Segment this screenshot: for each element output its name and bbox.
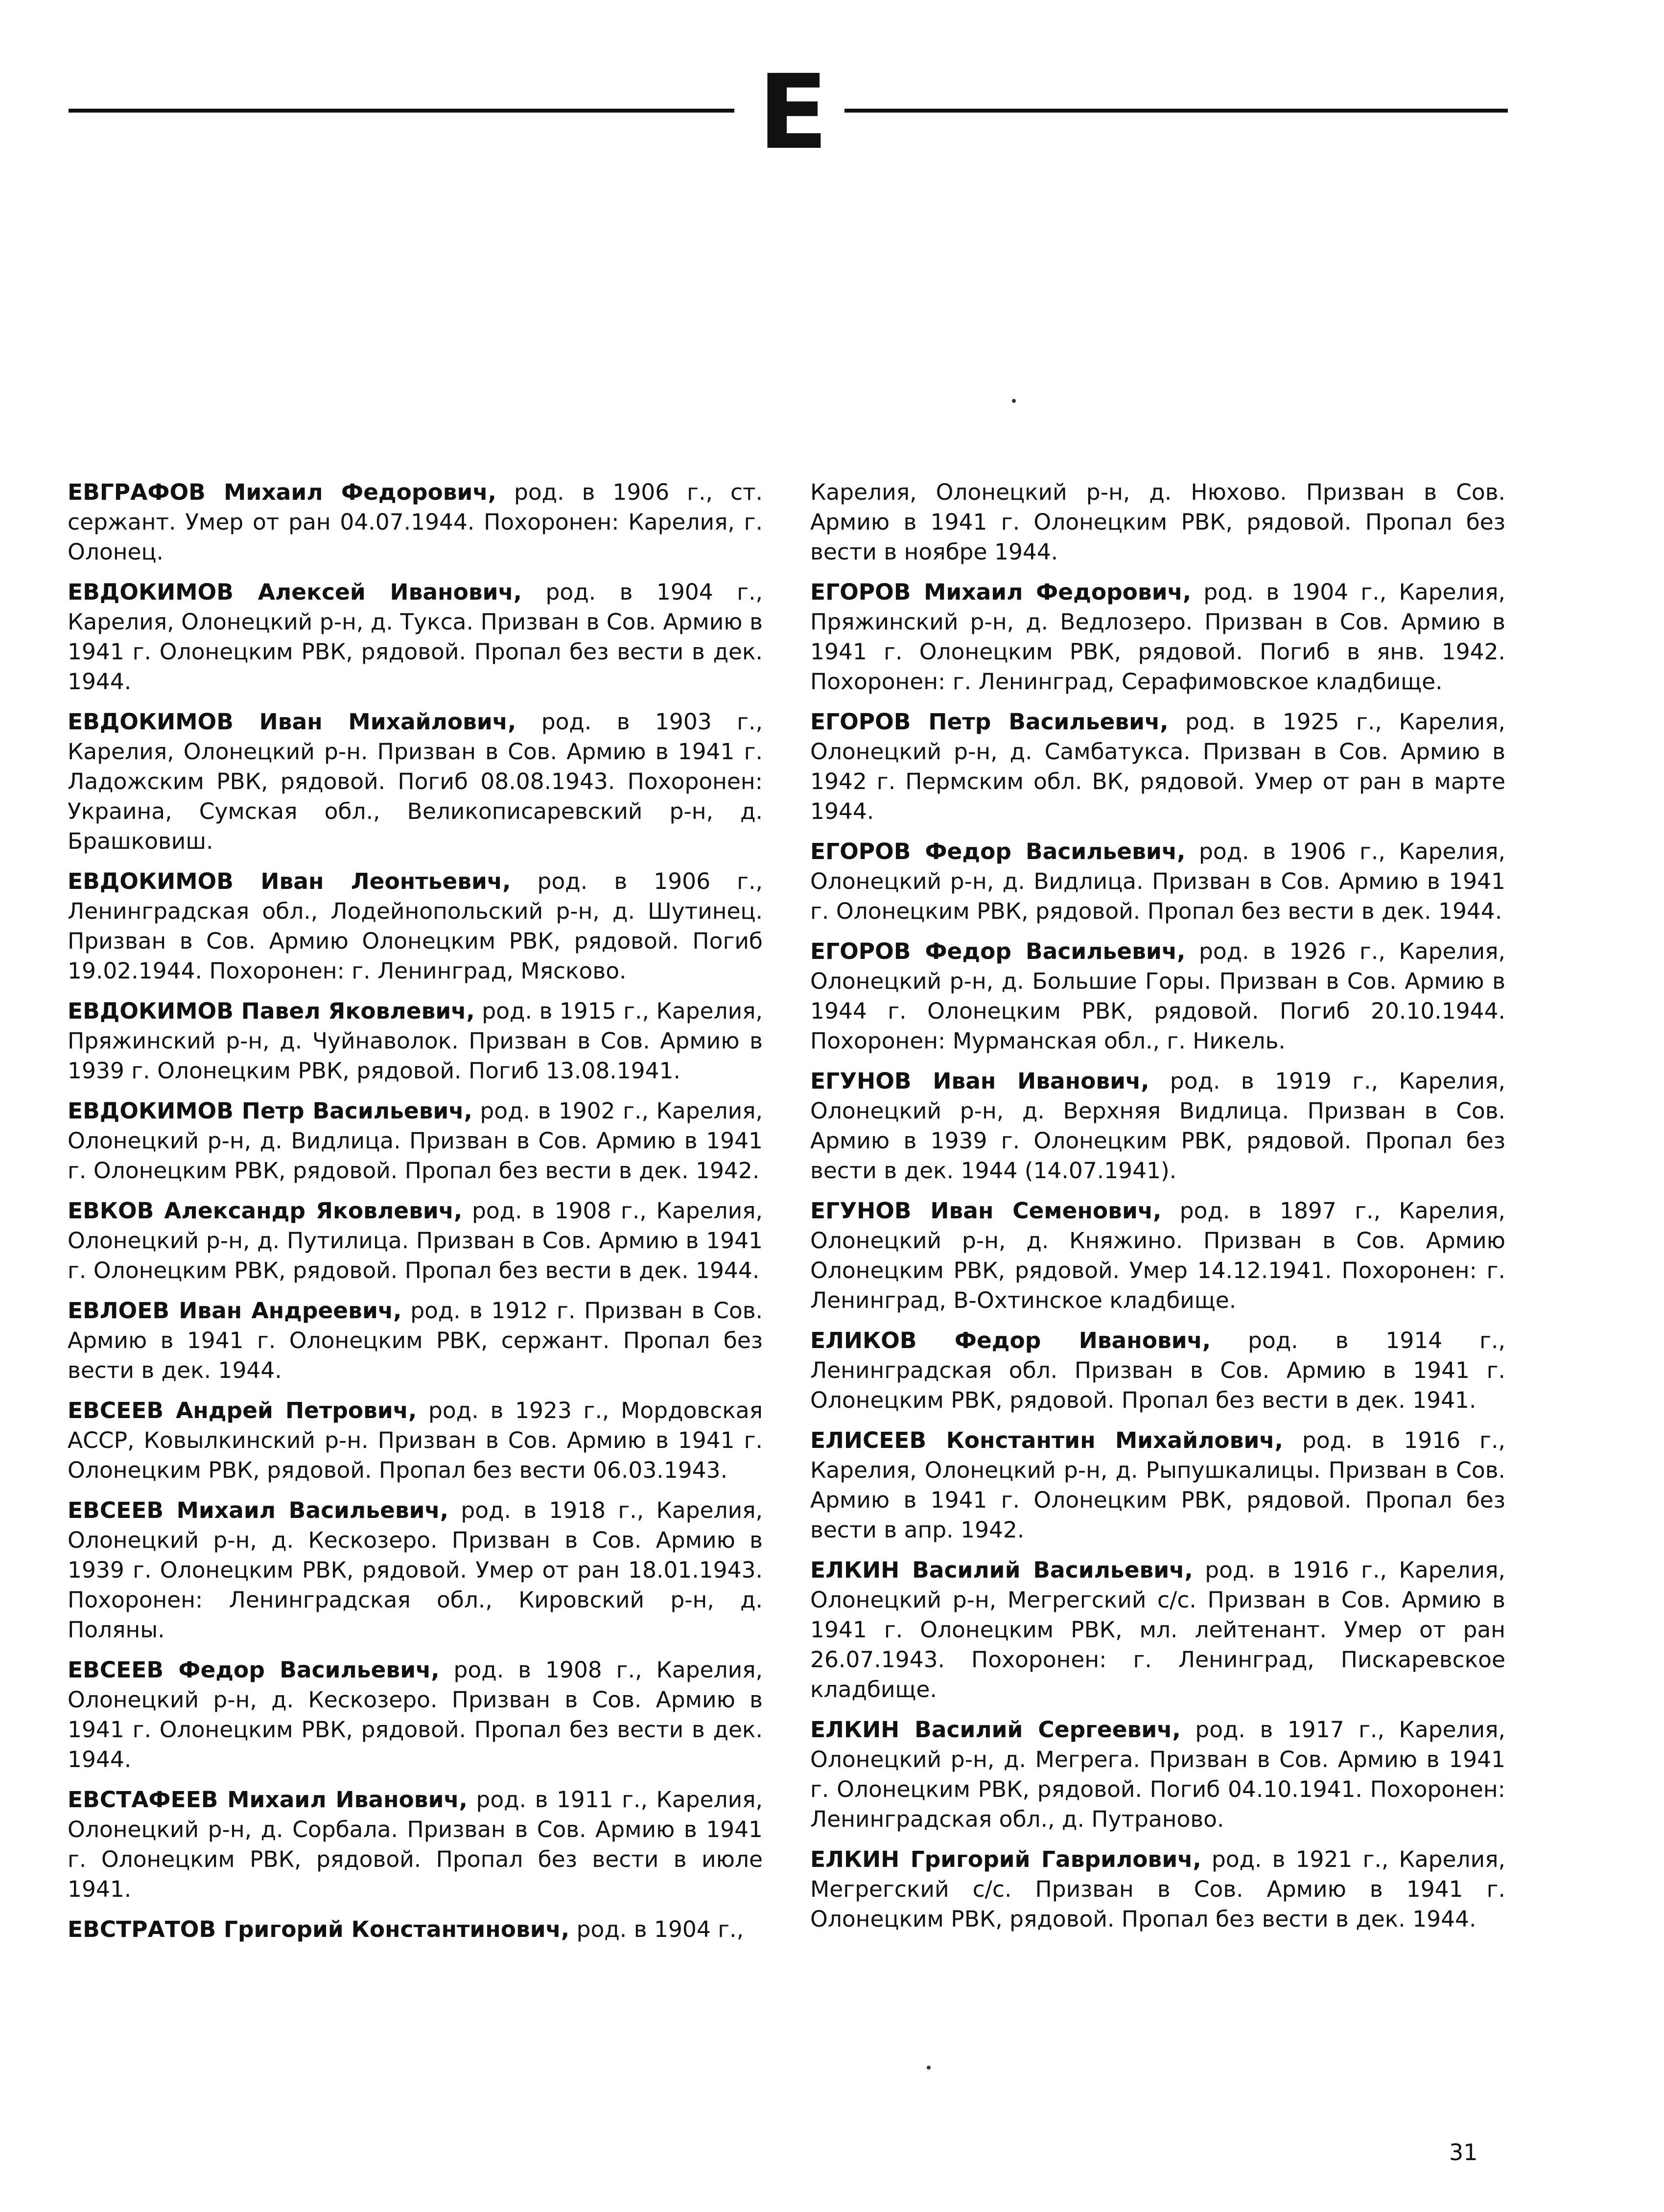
entry-name: ЕЛИСЕЕВ Константин Михайлович, bbox=[810, 1427, 1283, 1453]
entry-name: ЕВДОКИМОВ Иван Михайлович, bbox=[68, 709, 516, 735]
entry-name: ЕВДОКИМОВ Алексей Иванович, bbox=[68, 579, 522, 605]
list-item bbox=[810, 837, 1505, 926]
entry-text: род. в 1897 г., Карелия, Олонецкий р-н, д. Княжино. Призван в Сов. Армию Олонецким РВК, рядовой. Умер 14.12.1941. Похоронен: г. Ленинград, В-Охтинское кладбище. bbox=[810, 1198, 1505, 1313]
entry-text: род. в 1919 г., Карелия, Олонецкий р-н, д. Верхняя Видлица. Призван в Сов. Армию в 1939 г. Олонецким РВК, рядовой. Пропал без вести в дек. 1944 (14.07.1941). bbox=[810, 1068, 1505, 1184]
header-rule-left bbox=[69, 109, 734, 113]
entry-text: род. в 1904 г., bbox=[569, 1916, 744, 1942]
list-item bbox=[810, 1326, 1505, 1415]
list-item bbox=[68, 1396, 763, 1485]
list-item bbox=[810, 477, 1505, 567]
entry-text: род. в 1916 г., Карелия, Олонецкий р-н, Мегрегский с/с. Призван в Сов. Армию в 1941 г. Олонецким РВК, мл. лейтенант. Умер от ран 26.07.1943. Похоронен: г. Ленинград, Пискаревское кладбище. bbox=[810, 1557, 1505, 1702]
entry-name: ЕЛКИН Василий Васильевич, bbox=[810, 1557, 1193, 1583]
entry-text: род. в 1915 г., Карелия, Пряжинский р-н, д. Чуйнаволок. Призван в Сов. Армию в 1939 г. Олонецким РВК, рядовой. Погиб 13.08.1941. bbox=[68, 998, 763, 1084]
entry-text: род. в 1906 г., ст. сержант. Умер от ран 04.07.1944. Похоронен: Карелия, г. Олонец. bbox=[68, 479, 763, 565]
list-item bbox=[68, 1495, 763, 1645]
entry-name: ЕВДОКИМОВ Павел Яковлевич, bbox=[68, 998, 475, 1024]
right-column bbox=[810, 477, 1505, 1944]
entry-text: род. в 1911 г., Карелия, Олонецкий р-н, д. Сорбала. Призван в Сов. Армию в 1941 г. Олонецким РВК, рядовой. Пропал без вести в июле 1941. bbox=[68, 1787, 763, 1902]
entry-text: род. в 1914 г., Ленинградская обл. Призван в Сов. Армию в 1941 г. Олонецким РВК, рядовой. Пропал без вести в дек. 1941. bbox=[810, 1327, 1505, 1413]
entry-name: ЕГУНОВ Иван Иванович, bbox=[810, 1068, 1149, 1094]
entry-text: род. в 1906 г., Ленинградская обл., Лодейнопольский р-н, д. Шутинец. Призван в Сов. Армию Олонецким РВК, рядовой. Погиб 19.02.1944. Похоронен: г. Ленинград, Мясково. bbox=[68, 868, 763, 984]
entry-name: ЕГОРОВ Михаил Федорович, bbox=[810, 579, 1192, 605]
list-item bbox=[68, 577, 763, 697]
entry-name: ЕЛИКОВ Федор Иванович, bbox=[810, 1327, 1211, 1353]
list-item bbox=[68, 707, 763, 856]
entry-text: род. в 1917 г., Карелия, Олонецкий р-н, д. Мегрега. Призван в Сов. Армию в 1941 г. Олонецким РВК, рядовой. Погиб 04.10.1941. Похоронен: Ленинградская обл., д. Путраново. bbox=[810, 1717, 1505, 1832]
entry-name: ЕВСТАФЕЕВ Михаил Иванович, bbox=[68, 1787, 468, 1813]
page-number: 31 bbox=[1449, 2139, 1478, 2165]
entry-text: род. в 1908 г., Карелия, Олонецкий р-н, д. Кескозеро. Призван в Сов. Армию в 1941 г. Олонецким РВК, рядовой. Пропал без вести в дек. 1944. bbox=[68, 1657, 763, 1772]
list-item bbox=[68, 866, 763, 986]
list-item bbox=[68, 996, 763, 1086]
entry-text: род. в 1904 г., Карелия, Пряжинский р-н, д. Ведлозеро. Призван в Сов. Армию в 1941 г. Олонецким РВК, рядовой. Погиб в янв. 1942. Похоронен: г. Ленинград, Серафимовское кладбище. bbox=[810, 579, 1505, 695]
header-rule-right bbox=[844, 109, 1508, 113]
entry-text: род. в 1916 г., Карелия, Олонецкий р-н, д. Рыпушкалицы. Призван в Сов. Армию в 1941 г. Олонецким РВК, рядовой. Пропал без вести в апр. 1942. bbox=[810, 1427, 1505, 1543]
entry-name: ЕВДОКИМОВ Иван Леонтьевич, bbox=[68, 868, 511, 894]
list-item bbox=[810, 1555, 1505, 1704]
list-item bbox=[68, 1914, 763, 1944]
entry-name: ЕВСЕЕВ Федор Васильевич, bbox=[68, 1657, 440, 1683]
list-item bbox=[810, 1425, 1505, 1545]
entry-text: род. в 1925 г., Карелия, Олонецкий р-н, д. Самбатукса. Призван в Сов. Армию в 1942 г. Пермским обл. ВК, рядовой. Умер от ран в марте 1944. bbox=[810, 709, 1505, 824]
entry-name: ЕВСТРАТОВ Григорий Константинович, bbox=[68, 1916, 570, 1942]
list-item bbox=[68, 1096, 763, 1186]
entry-name: ЕВКОВ Александр Яковлевич, bbox=[68, 1198, 463, 1224]
section-letter: Е bbox=[758, 52, 828, 172]
entry-name: ЕВСЕЕВ Андрей Петрович, bbox=[68, 1397, 417, 1423]
entry-name: ЕГОРОВ Петр Васильевич, bbox=[810, 709, 1169, 735]
print-speck bbox=[927, 2066, 931, 2070]
print-speck bbox=[1012, 399, 1016, 403]
list-item bbox=[810, 1715, 1505, 1834]
entry-name: ЕВГРАФОВ Михаил Федорович, bbox=[68, 479, 496, 505]
entry-text: род. в 1904 г., Карелия, Олонецкий р-н, д. Тукса. Призван в Сов. Армию в 1941 г. Олонецким РВК, рядовой. Пропал без вести в дек. 1944. bbox=[68, 579, 763, 695]
list-item bbox=[68, 1655, 763, 1774]
list-item bbox=[810, 1844, 1505, 1934]
entry-text: Карелия, Олонецкий р-н, д. Нюхово. Призван в Сов. Армию в 1941 г. Олонецким РВК, рядовой. Пропал без вести в ноябре 1944. bbox=[810, 479, 1505, 565]
list-item bbox=[68, 1296, 763, 1385]
entry-text: род. в 1912 г. Призван в Сов. Армию в 1941 г. Олонецким РВК, сержант. Пропал без вести в дек. 1944. bbox=[68, 1298, 763, 1383]
list-item bbox=[810, 936, 1505, 1056]
entry-name: ЕЛКИН Василий Сергеевич, bbox=[810, 1717, 1181, 1743]
list-item bbox=[810, 707, 1505, 826]
list-item bbox=[810, 1066, 1505, 1186]
list-item bbox=[68, 477, 763, 567]
entry-name: ЕВДОКИМОВ Петр Васильевич, bbox=[68, 1098, 472, 1124]
entry-text: род. в 1908 г., Карелия, Олонецкий р-н, д. Путилица. Призван в Сов. Армию в 1941 г. Олонецким РВК, рядовой. Пропал без вести в дек. 1944. bbox=[68, 1198, 763, 1283]
entry-name: ЕГОРОВ Федор Васильевич, bbox=[810, 938, 1186, 964]
entry-name: ЕВСЕЕВ Михаил Васильевич, bbox=[68, 1497, 449, 1523]
entry-text: род. в 1902 г., Карелия, Олонецкий р-н, д. Видлица. Призван в Сов. Армию в 1941 г. Олонецким РВК, рядовой. Пропал без вести в дек. 1942. bbox=[68, 1098, 763, 1184]
entry-text: род. в 1921 г., Карелия, Мегрегский с/с. Призван в Сов. Армию в 1941 г. Олонецким РВК, рядовой. Пропал без вести в дек. 1944. bbox=[810, 1846, 1505, 1932]
left-column bbox=[68, 477, 763, 1955]
entry-text: род. в 1906 г., Карелия, Олонецкий р-н, д. Видлица. Призван в Сов. Армию в 1941 г. Олонецким РВК, рядовой. Пропал без вести в дек. 1944. bbox=[810, 838, 1505, 924]
list-item bbox=[810, 1196, 1505, 1315]
entry-name: ЕВЛОЕВ Иван Андреевич, bbox=[68, 1298, 402, 1324]
entry-text: род. в 1926 г., Карелия, Олонецкий р-н, д. Большие Горы. Призван в Сов. Армию в 1944 г. Олонецким РВК, рядовой. Погиб 20.10.1944. Похоронен: Мурманская обл., г. Никель. bbox=[810, 938, 1505, 1054]
list-item bbox=[68, 1785, 763, 1904]
entry-text: род. в 1923 г., Мордовская АССР, Ковылкинский р-н. Призван в Сов. Армию в 1941 г. Олонецким РВК, рядовой. Пропал без вести 06.03.1943. bbox=[68, 1397, 763, 1483]
entry-text: род. в 1903 г., Карелия, Олонецкий р-н. Призван в Сов. Армию в 1941 г. Ладожским РВК, рядовой. Погиб 08.08.1943. Похоронен: Украина, Сумская обл., Великописаревский р-н, д. Брашковиш. bbox=[68, 709, 763, 854]
entry-name: ЕГОРОВ Федор Васильевич, bbox=[810, 838, 1186, 864]
entry-name: ЕГУНОВ Иван Семенович, bbox=[810, 1198, 1162, 1224]
list-item bbox=[68, 1196, 763, 1285]
entry-text: род. в 1918 г., Карелия, Олонецкий р-н, д. Кескозеро. Призван в Сов. Армию в 1939 г. Олонецким РВК, рядовой. Умер от ран 18.01.1943. Похоронен: Ленинградская обл., Кировский р-н, д. Поляны. bbox=[68, 1497, 763, 1643]
list-item bbox=[810, 577, 1505, 697]
entry-name: ЕЛКИН Григорий Гаврилович, bbox=[810, 1846, 1201, 1872]
section-header bbox=[69, 52, 1508, 181]
